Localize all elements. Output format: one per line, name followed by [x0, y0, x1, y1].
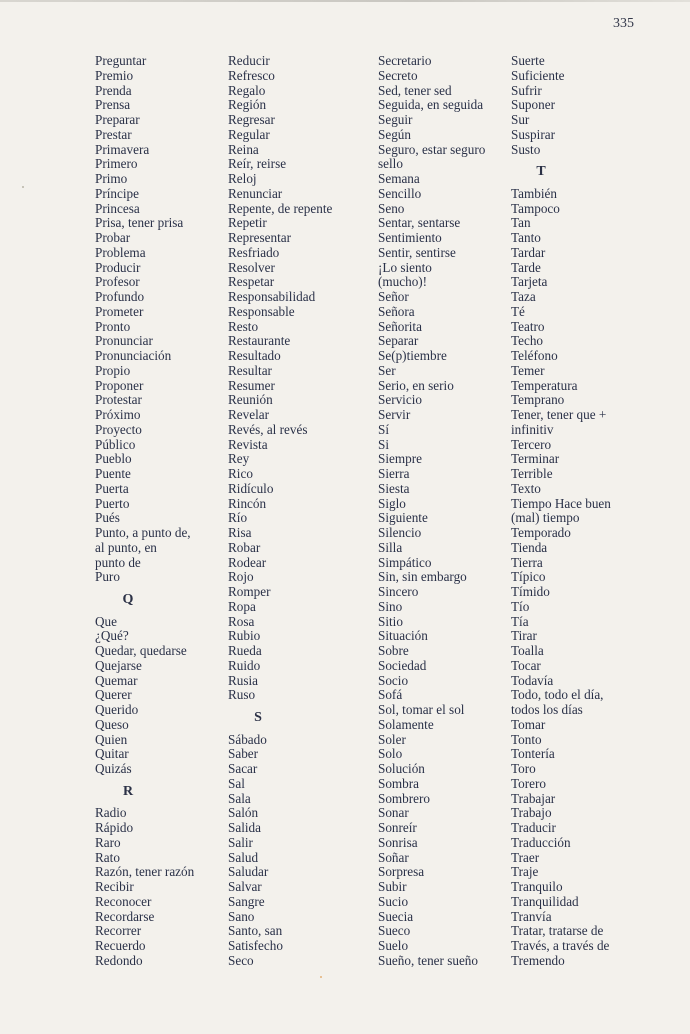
vocab-entry: Sonrisa: [378, 834, 418, 850]
vocab-entry: Reconocer: [95, 893, 152, 909]
vocab-entry: Susto: [511, 141, 541, 157]
vocab-entry: Siempre: [378, 451, 422, 467]
vocab-entry: Salón: [228, 805, 259, 821]
vocab-entry: Rueda: [228, 643, 262, 658]
vocab-entry: Pués: [95, 510, 120, 526]
vocab-entry: Silla: [378, 539, 403, 555]
vocab-entry: Se(p)tiembre: [378, 348, 447, 363]
vocab-entry: Recordarse: [95, 908, 155, 924]
vocab-entry: Rey: [228, 451, 250, 467]
vocab-entry: Silencio: [378, 525, 422, 540]
vocab-entry: Sierra: [378, 466, 410, 481]
vocab-entry: Público: [95, 436, 136, 452]
vocab-entry: Sombrero: [378, 790, 431, 806]
vocab-entry: Queso: [95, 716, 129, 732]
vocab-entry: Seguida, en seguida: [378, 97, 484, 113]
vocab-entry: Resto: [228, 318, 259, 334]
vocab-entry: Suelo: [378, 938, 409, 953]
vocab-entry: Solamente: [378, 716, 434, 732]
section-letter-t: T: [536, 164, 546, 180]
vocab-entry: Recibir: [95, 879, 134, 894]
vocab-entry: Teatro: [511, 318, 545, 334]
vocab-entry: Pueblo: [95, 451, 132, 467]
vocab-entry: Reunión: [228, 392, 273, 408]
vocab-entry: Tan: [511, 215, 531, 231]
vocab-entry: Semana: [378, 171, 420, 186]
vocab-entry: Primero: [95, 156, 138, 172]
vocab-entry: Salud: [228, 849, 259, 865]
vocab-entry: Recuerdo: [95, 938, 146, 953]
vocab-entry: Saludar: [228, 864, 269, 880]
vocab-entry: Secretario: [378, 53, 432, 68]
vocab-entry: Terrible: [511, 466, 553, 481]
vocab-entry: Quedar, quedarse: [95, 643, 187, 658]
vocab-entry: Puerto: [95, 495, 130, 511]
vocab-entry: Quejarse: [95, 657, 142, 673]
vocab-entry: Puerta: [95, 480, 129, 496]
vocab-entry: Traje: [511, 864, 539, 880]
vocab-entry: Repetir: [228, 215, 267, 231]
vocab-entry: Sacar: [228, 761, 258, 776]
vocab-entry: Típico: [511, 569, 546, 585]
vocab-entry: Querido: [95, 702, 139, 717]
vocab-entry: Tanto: [511, 230, 541, 245]
vocab-entry: Salir: [228, 834, 253, 850]
vocab-entry: Ropa: [228, 598, 256, 614]
vocab-entry: Solo: [378, 746, 403, 762]
vocab-entry: Primo: [95, 171, 128, 186]
vocab-entry: Punto, a punto de, al punto, en punto de: [95, 525, 191, 570]
vocab-entry: Ruso: [228, 687, 256, 703]
vocab-entry: Que: [95, 613, 117, 629]
vocab-entry: Seco: [228, 952, 254, 968]
vocab-entry: Ser: [378, 362, 396, 378]
vocab-entry: Señora: [378, 303, 415, 319]
vocab-entry: Tampoco: [511, 200, 560, 216]
vocab-entry: Tierra: [511, 554, 543, 570]
vocab-entry: Satisfecho: [228, 938, 283, 953]
vocab-entry: Tienda: [511, 539, 548, 555]
vocab-entry: Tratar, tratarse de: [511, 923, 604, 939]
vocab-entry: Temer: [511, 362, 545, 378]
vocab-entry: Sonreír: [378, 820, 417, 835]
vocab-entry: Sano: [228, 908, 255, 924]
vocab-entry: Tocar: [511, 657, 541, 673]
vocab-entry: Responsabilidad: [228, 289, 316, 304]
page-number: 335: [613, 16, 634, 31]
vocab-entry: Proyecto: [95, 421, 142, 437]
vocab-entry: Sorpresa: [378, 864, 425, 880]
vocab-entry: Sur: [511, 112, 530, 127]
vocab-entry: Saber: [228, 746, 259, 762]
vocab-entry: Refresco: [228, 67, 275, 83]
vocab-entry: Príncipe: [95, 185, 139, 201]
vocab-entry: Resumer: [228, 377, 275, 393]
vocab-entry: Traer: [511, 849, 540, 865]
vocab-entry: Siglo: [378, 495, 406, 511]
vocab-entry: Sociedad: [378, 657, 427, 673]
vocab-entry: Todavía: [511, 672, 554, 688]
vocab-entry: Pronto: [95, 318, 131, 334]
vocab-entry: Texto: [511, 480, 541, 496]
paper-speck: [320, 976, 322, 978]
vocab-entry: Tarde: [511, 259, 541, 275]
vocab-entry: Preparar: [95, 112, 140, 127]
vocab-entry: Regresar: [228, 112, 275, 127]
vocab-entry: Suspirar: [511, 126, 555, 142]
vocab-entry: Risa: [228, 525, 252, 540]
vocab-entry: Recorrer: [95, 923, 142, 939]
vocab-entry: Tío: [511, 598, 530, 614]
vocab-entry: Toalla: [511, 643, 544, 658]
vocab-entry: Tirar: [511, 628, 537, 644]
vocab-entry: Quien: [95, 731, 128, 747]
vocab-entry: Reír, reirse: [228, 156, 287, 172]
vocab-entry: Señor: [378, 289, 409, 304]
vocab-entry: Sobre: [378, 643, 409, 658]
vocab-entry: Probar: [95, 230, 131, 245]
vocab-entry: Respetar: [228, 274, 275, 290]
vocab-entry: Trabajo: [511, 805, 552, 821]
vocab-entry: Quemar: [95, 672, 138, 688]
vocab-entry: Sentir, sentirse ¡Lo siento (mucho)!: [378, 244, 456, 290]
vocab-entry: Seguro, estar seguro sello: [378, 141, 486, 172]
vocab-entry: Sábado: [228, 731, 267, 747]
vocab-entry: Resfriado: [228, 244, 280, 260]
vocab-entry: Resolver: [228, 259, 275, 275]
page-top-edge: [0, 0, 690, 2]
vocab-entry: Sala: [228, 790, 251, 806]
vocab-entry: Sincero: [378, 584, 419, 599]
vocab-entry: Socio: [378, 672, 409, 688]
vocab-entry: Sin, sin embargo: [378, 569, 467, 585]
vocab-entry: Sucio: [378, 893, 409, 909]
vocab-entry: Techo: [511, 333, 544, 349]
vocab-entry: Radio: [95, 805, 127, 821]
vocab-entry: Rápido: [95, 820, 134, 835]
vocab-entry: Regalo: [228, 82, 266, 98]
vocab-entry: Repente, de repente: [228, 200, 333, 216]
vocab-entry: Temporado: [511, 525, 571, 540]
vocab-entry: Solución: [378, 761, 425, 776]
vocab-entry: Rubio: [228, 628, 261, 644]
vocab-entry: Traducir: [511, 820, 556, 835]
vocab-entry: Rico: [228, 466, 253, 481]
vocab-entry: Redondo: [95, 952, 143, 968]
vocab-entry: Rincón: [228, 495, 267, 511]
vocab-entry: Toro: [511, 761, 536, 776]
section-letter-r: R: [122, 783, 134, 799]
vocab-entry: Torero: [511, 775, 546, 791]
vocab-entry: Tranquilo: [511, 879, 563, 894]
vocab-entry: Tarjeta: [511, 274, 548, 290]
vocab-entry: Traducción: [511, 834, 571, 850]
vocab-entry: Seno: [378, 200, 405, 216]
vocab-entry: Rodear: [228, 554, 267, 570]
vocab-entry: Tiempo Hace buen (mal) tiempo: [511, 495, 611, 526]
vocab-entry: Té: [511, 303, 525, 319]
vocab-entry: Serio, en serio: [378, 377, 454, 393]
vocab-entry: Raro: [95, 834, 121, 850]
vocab-entry: Señorita: [378, 318, 422, 334]
vocab-entry: Seguir: [378, 112, 413, 127]
vocab-entry: Reina: [228, 141, 259, 157]
vocab-entry: Razón, tener razón: [95, 864, 195, 880]
vocab-entry: Sueño, tener sueño: [378, 952, 478, 968]
vocab-entry: Soler: [378, 731, 406, 747]
vocab-entry: Tomar: [511, 716, 546, 732]
vocab-entry: Través, a través de: [511, 938, 610, 953]
vocab-entry: Sitio: [378, 613, 403, 629]
vocab-entry: Temperatura: [511, 377, 578, 393]
vocab-entry: Sueco: [378, 923, 411, 939]
vocab-entry: Siguiente: [378, 510, 428, 526]
vocab-entry: ¿Qué?: [95, 628, 129, 644]
vocab-entry: Servicio: [378, 392, 422, 408]
vocab-entry: Secreto: [378, 67, 418, 83]
vocab-entry: Subir: [378, 879, 407, 894]
vocab-entry: Ruido: [228, 657, 261, 673]
column-4: [511, 54, 646, 969]
vocab-entry: Sufrir: [511, 82, 542, 98]
vocab-entry: Sí: [378, 421, 389, 437]
vocab-entry: Trabajar: [511, 790, 556, 806]
vocab-entry: Suficiente: [511, 67, 565, 83]
vocab-entry: Según: [378, 126, 411, 142]
vocab-entry: Rosa: [228, 613, 255, 629]
vocab-entry: Producir: [95, 259, 141, 275]
vocab-entry: Representar: [228, 230, 291, 245]
vocab-entry: Restaurante: [228, 333, 291, 349]
column-2: [228, 54, 370, 969]
vocab-entry: Problema: [95, 244, 146, 260]
vocab-entry: Preguntar: [95, 53, 147, 68]
vocab-entry: Santo, san: [228, 923, 283, 939]
vocab-entry: También: [511, 185, 557, 201]
vocab-entry: Suecia: [378, 908, 414, 924]
vocab-entry: Resultar: [228, 362, 272, 378]
vocab-entry: Sencillo: [378, 185, 422, 201]
vocab-entry: Tardar: [511, 244, 546, 260]
vocab-entry: Río: [228, 510, 248, 526]
column-3: [378, 54, 508, 969]
vocab-entry: Sombra: [378, 775, 420, 791]
vocab-entry: Revés, al revés: [228, 421, 308, 437]
section-letter-q: Q: [122, 592, 134, 607]
vocab-entry: Siesta: [378, 480, 410, 496]
vocab-entry: Salida: [228, 820, 261, 835]
vocab-entry: Ridículo: [228, 480, 274, 496]
vocab-entry: Sentar, sentarse: [378, 215, 461, 231]
vocab-entry: Tremendo: [511, 952, 565, 968]
vocab-entry: Prometer: [95, 303, 144, 319]
vocab-entry: Querer: [95, 687, 132, 703]
vocab-entry: Prestar: [95, 126, 132, 142]
vocab-entry: Terminar: [511, 451, 560, 467]
vocab-entry: Tonto: [511, 731, 542, 747]
vocab-entry: Quizás: [95, 761, 132, 776]
vocab-entry: Separar: [378, 333, 419, 349]
vocab-entry: Tranvía: [511, 908, 552, 924]
vocab-entry: Puente: [95, 466, 131, 481]
vocab-entry: Sino: [378, 598, 403, 614]
vocab-entry: Sangre: [228, 893, 265, 909]
vocab-entry: Tercero: [511, 436, 552, 452]
vocab-entry: Sal: [228, 775, 245, 791]
vocab-entry: Sol, tomar el sol: [378, 702, 465, 717]
vocab-entry: Reducir: [228, 53, 270, 68]
vocab-entry: Regular: [228, 126, 270, 142]
vocab-entry: Si: [378, 436, 389, 452]
vocab-entry: Rusia: [228, 672, 259, 688]
vocab-entry: Todo, todo el día, todos los días: [511, 687, 604, 717]
vocab-entry: Tontería: [511, 746, 555, 762]
vocab-entry: Simpático: [378, 554, 432, 570]
vocab-entry: Sed, tener sed: [378, 82, 452, 98]
vocab-entry: Tía: [511, 613, 529, 629]
vocab-entry: Revelar: [228, 407, 270, 422]
vocab-entry: Taza: [511, 289, 536, 304]
vocab-entry: Princesa: [95, 200, 140, 216]
vocab-entry: Quitar: [95, 746, 129, 762]
vocab-entry: Premio: [95, 67, 134, 83]
paper-speck: [22, 186, 24, 188]
vocab-entry: Teléfono: [511, 348, 558, 363]
vocab-entry: Tener, tener que + infinitiv: [511, 407, 607, 437]
vocab-entry: Profundo: [95, 289, 145, 304]
vocab-entry: Protestar: [95, 392, 142, 408]
vocab-entry: Tranquilidad: [511, 893, 579, 909]
vocab-entry: Proponer: [95, 377, 144, 393]
vocab-entry: Sofá: [378, 687, 403, 703]
vocab-entry: Responsable: [228, 303, 295, 319]
vocab-entry: Puro: [95, 569, 120, 585]
vocab-entry: Prisa, tener prisa: [95, 215, 184, 231]
vocab-entry: Revista: [228, 436, 268, 452]
vocab-entry: Pronunciar: [95, 333, 153, 349]
vocab-entry: Sentimiento: [378, 230, 442, 245]
vocab-entry: Región: [228, 97, 267, 113]
vocab-entry: Robar: [228, 539, 261, 555]
vocab-entry: Tímido: [511, 584, 550, 599]
vocab-entry: Situación: [378, 628, 428, 644]
vocab-entry: Resultado: [228, 348, 281, 363]
vocab-entry: Prenda: [95, 82, 132, 98]
vocab-entry: Servir: [378, 407, 411, 422]
vocab-entry: Suerte: [511, 53, 545, 68]
vocab-entry: Reloj: [228, 171, 257, 186]
vocab-entry: Salvar: [228, 879, 262, 894]
vocab-entry: Rojo: [228, 569, 254, 585]
vocab-entry: Romper: [228, 584, 271, 599]
vocab-entry: Profesor: [95, 274, 140, 290]
vocab-entry: Temprano: [511, 392, 565, 408]
vocab-entry: Suponer: [511, 97, 555, 113]
vocab-entry: Sonar: [378, 805, 409, 821]
vocab-entry: Prensa: [95, 97, 131, 113]
section-letter-s: S: [254, 710, 262, 725]
vocab-entry: Renunciar: [228, 185, 283, 201]
vocab-entry: Pronunciación: [95, 348, 172, 363]
vocab-entry: Primavera: [95, 141, 150, 157]
vocab-entry: Rato: [95, 849, 120, 865]
column-1: [95, 54, 220, 969]
vocab-entry: Propio: [95, 362, 131, 378]
vocab-entry: Próximo: [95, 407, 141, 422]
vocab-entry: Soñar: [378, 849, 409, 865]
